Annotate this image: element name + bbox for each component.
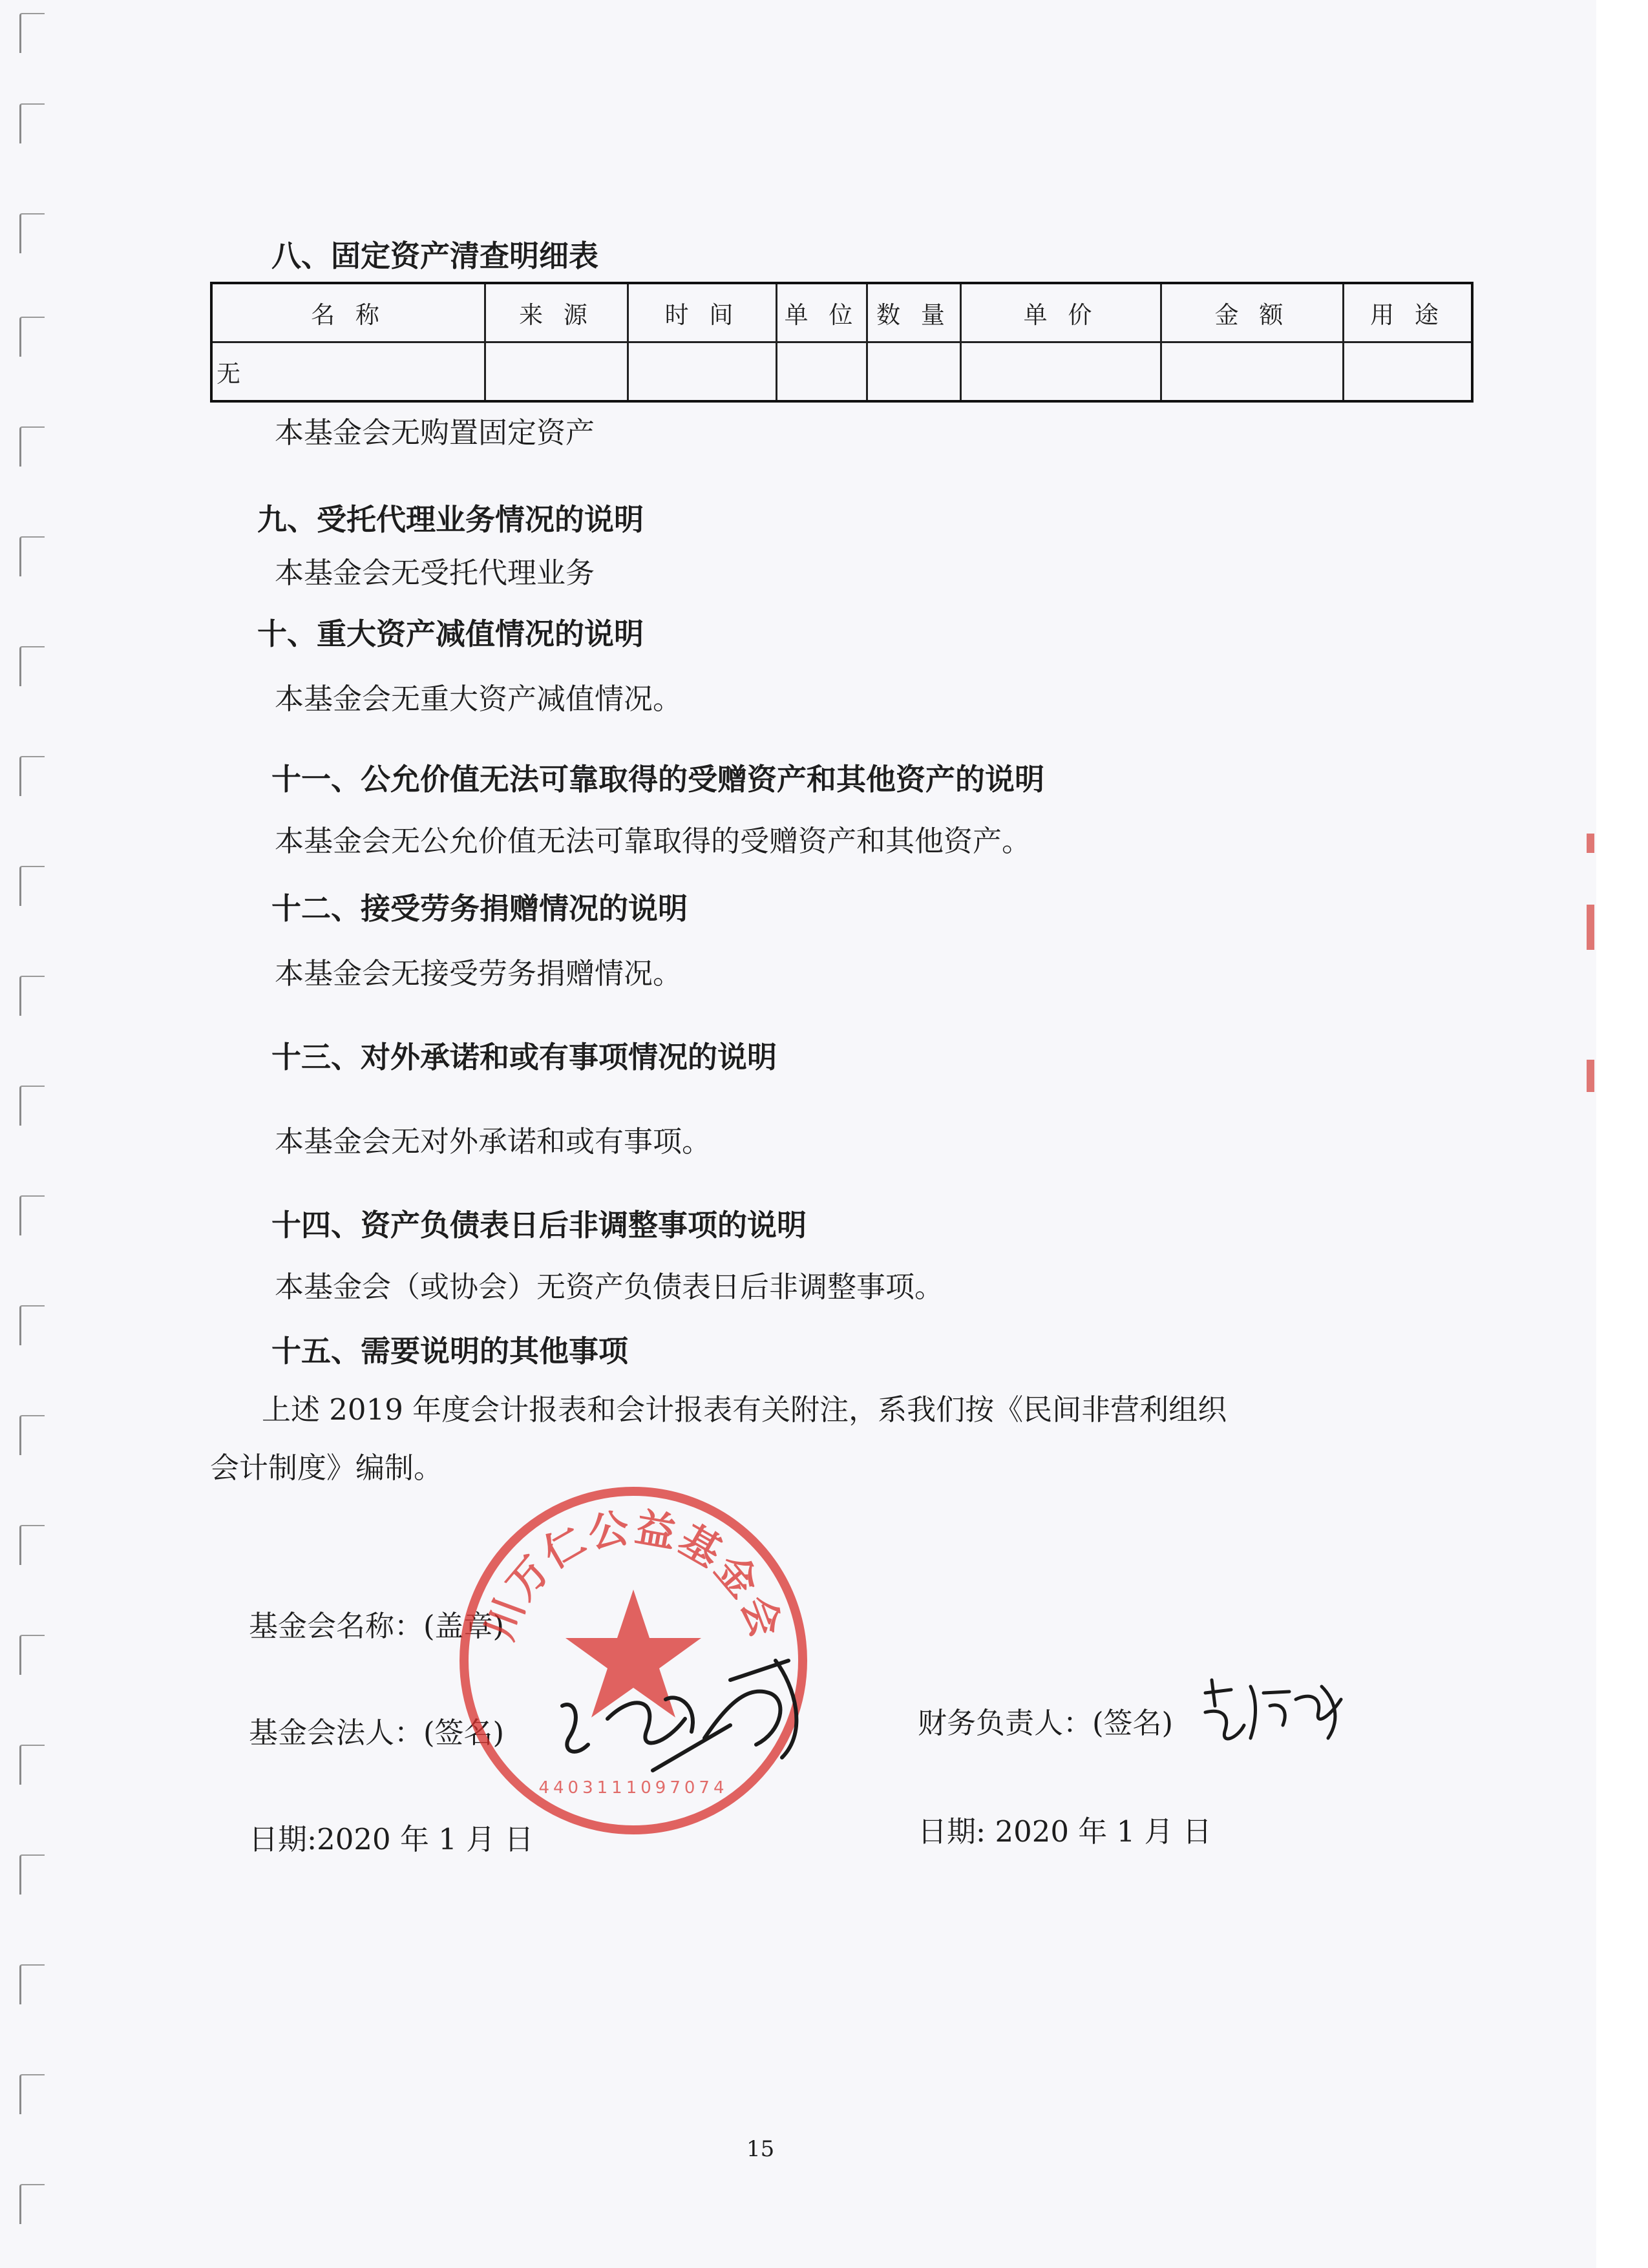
date-right: 日期: 2020 年 1 月 日	[918, 1814, 1212, 1849]
section13-body: 本基金会无对外承诺和或有事项。	[275, 1124, 712, 1159]
table-header-cell: 单 位	[777, 283, 867, 342]
seal-text: 川万仁公益基金会	[475, 1503, 792, 1646]
fixed-assets-table	[210, 282, 1474, 403]
seal-edge-mark	[1587, 834, 1594, 853]
table-header-cell: 数 量	[867, 283, 961, 342]
table-header-row	[211, 283, 1472, 342]
seal-edge-mark	[1587, 1060, 1594, 1092]
section11-heading: 十一、公允价值无法可靠取得的受赠资产和其他资产的说明	[271, 762, 1044, 797]
finance-label: 财务负责人：(签名)	[918, 1706, 1174, 1740]
section11-body: 本基金会无公允价值无法可靠取得的受赠资产和其他资产。	[275, 824, 1031, 858]
table-row	[211, 342, 1472, 402]
table-cell	[867, 342, 961, 402]
table-cell	[1344, 342, 1473, 402]
section15-heading: 十五、需要说明的其他事项	[271, 1334, 628, 1369]
table-cell	[777, 342, 867, 402]
org-name-label: 基金会名称：(盖章)	[249, 1609, 505, 1643]
section8-heading: 八、固定资产清查明细表	[271, 238, 598, 273]
section10-body: 本基金会无重大资产减值情况。	[275, 682, 682, 716]
table-header-cell: 时 间	[628, 283, 777, 342]
section9-heading: 九、受托代理业务情况的说明	[257, 502, 644, 537]
seal-number: 4403111097074	[538, 1778, 728, 1798]
section14-heading: 十四、资产负债表日后非调整事项的说明	[271, 1208, 807, 1243]
section12-body: 本基金会无接受劳务捐赠情况。	[275, 956, 682, 991]
legal-rep-label: 基金会法人：(签名)	[249, 1716, 505, 1750]
table-cell	[628, 342, 777, 402]
table-cell: 无	[211, 342, 485, 402]
table-header-cell: 名 称	[211, 283, 485, 342]
binding-holes	[13, 0, 52, 2268]
seal-edge-mark	[1587, 905, 1594, 950]
section8-note: 本基金会无购置固定资产	[275, 415, 595, 450]
table-cell	[961, 342, 1161, 402]
section10-heading: 十、重大资产减值情况的说明	[257, 616, 644, 651]
section12-heading: 十二、接受劳务捐赠情况的说明	[271, 891, 688, 926]
page-number: 15	[746, 2136, 775, 2162]
table-header-cell: 单 价	[961, 283, 1161, 342]
section15-body-line1: 上述 2019 年度会计报表和会计报表有关附注，系我们按《民间非营利组织	[262, 1392, 1227, 1427]
legal-rep-signature	[536, 1622, 834, 1790]
section13-heading: 十三、对外承诺和或有事项情况的说明	[271, 1040, 777, 1075]
section9-body: 本基金会无受托代理业务	[275, 556, 595, 590]
table-header-cell: 用 途	[1344, 283, 1473, 342]
finance-signature	[1199, 1674, 1354, 1751]
table-cell	[485, 342, 628, 402]
table-header-cell: 来 源	[485, 283, 628, 342]
table-cell	[1161, 342, 1344, 402]
table-header-cell: 金 额	[1161, 283, 1344, 342]
date-left: 日期:2020 年 1 月 日	[249, 1822, 534, 1856]
section14-body: 本基金会（或协会）无资产负债表日后非调整事项。	[275, 1270, 944, 1304]
section15-body-line2: 会计制度》编制。	[210, 1451, 443, 1485]
